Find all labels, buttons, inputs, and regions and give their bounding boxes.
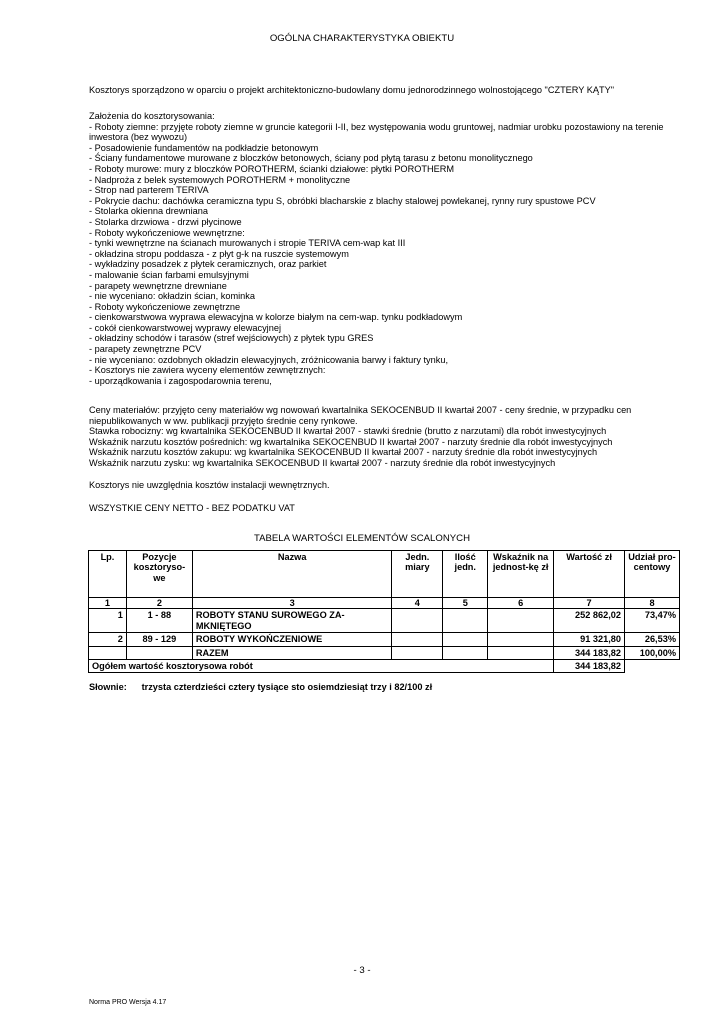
assumptions-heading: Założenia do kosztorysowania: [89,111,215,121]
column-header: Jedn. miary [392,551,443,598]
column-number-row [89,598,680,609]
pricing-line: Stawka robocizny: wg kwartalnika SEKOCENBUD II kwartał 2007 - stawki średnie (brutto z narzutami) dla robót inwestycyjnych [89,426,607,437]
list-item: - Ściany fundamentowe murowane z bloczków betonowych, ściany pod płytą tarasu z betonu monolitycznego [89,153,533,164]
list-item: - nie wyceniano: okładzin ścian, kominka [89,291,255,302]
list-item: - Roboty murowe: mury z bloczków POROTHERM, ścianki działowe: płytki POROTHERM [89,163,455,174]
row-qty [443,609,488,633]
list-item: - Roboty wykończeniowe wewnętrzne: [89,227,245,238]
grand-total-value: 344 183,82 [554,660,625,673]
list-item: - cienkowarstwowa wyprawa elewacyjna w kolorze białym na cem-wap. tynku podkładowym [89,312,463,323]
empty-cell [443,646,488,659]
column-number: 3 [192,598,392,609]
list-item: - Nadproża z belek systemowych POROTHERM + monolityczne [89,174,351,185]
page-number: - 3 - [353,965,371,976]
footer-software: Norma PRO Wersja 4.17 [89,999,167,1006]
row-unit [392,633,443,646]
row-rate [488,609,554,633]
row-unit [392,609,443,633]
assumptions-list [89,111,679,386]
list-item: - okładzina stropu poddasza - z płyt g-k na ruszcie systemowym [89,248,349,259]
column-header: Wskaźnik na jednost-kę zł [488,551,554,598]
column-header: Ilość jedn. [443,551,488,598]
grand-total-label: Ogółem wartość kosztorysowa robót [89,660,554,673]
amount-words-label: Słownie: [89,682,127,692]
list-item: - Posadowienie fundamentów na podkładzie betonowym [89,142,319,153]
list-item: - Stolarka okienna drewniana [89,206,208,217]
list-item: - uporządkowania i zagospodarownia terenu, [89,375,272,386]
table-header-row [89,551,680,598]
column-number: 6 [488,598,554,609]
row-value: 252 862,02 [554,609,625,633]
list-item: - parapety wewnętrzne drewniane [89,280,227,291]
column-number: 1 [89,598,127,609]
table-row [89,609,680,633]
row-lp: 2 [89,633,127,646]
row-share: 73,47% [625,609,680,633]
page-title: OGÓLNA CHARAKTERYSTYKA OBIEKTU [269,33,455,44]
column-number: 4 [392,598,443,609]
pricing-basis [89,405,679,469]
row-lp: 1 [89,609,127,633]
table-row [89,633,680,646]
row-positions: 89 - 129 [126,633,192,646]
list-item: - Pokrycie dachu: dachówka ceramiczna typu S, obróbki blacharskie z blachy stalowej powlekanej, rynny rury spustowe PCV [89,195,596,206]
net-prices-note: WSZYSTKIE CENY NETTO - BEZ PODATKU VAT [89,503,295,513]
total-row [89,646,680,659]
row-share: 26,53% [625,633,680,646]
total-share: 100,00% [625,646,680,659]
pricing-line: Wskaźnik narzutu zysku: wg kwartalnika SEKOCENBUD II kwartał 2007 - narzuty średnie dla robót inwestycyjnych [89,457,556,468]
amount-words-text: trzysta czterdzieści cztery tysiące sto osiemdziesiąt trzy i 82/100 zł [141,682,433,692]
list-item: - Strop nad parterem TERIVA [89,185,209,196]
empty-cell [488,646,554,659]
empty-cell [625,660,680,673]
list-item: - malowanie ścian farbami emulsyjnymi [89,269,249,280]
empty-cell [89,646,127,659]
column-number: 8 [625,598,680,609]
empty-cell [126,646,192,659]
column-header: Wartość zł [554,551,625,598]
pricing-line: Wskaźnik narzutu kosztów zakupu: wg kwartalnika SEKOCENBUD II kwartał 2007 - narzuty średnie dla robót inwestycyjnych [89,447,598,458]
grand-total-row [89,660,680,673]
list-item: - wykładziny posadzek z płytek ceramicznych, oraz parkiet [89,259,327,270]
empty-cell [392,646,443,659]
row-positions: 1 - 88 [126,609,192,633]
column-header: Udział pro-centowy [625,551,680,598]
list-item: - Stolarka drzwiowa - drzwi płycinowe [89,216,242,227]
installations-note: Kosztorys nie uwzględnia kosztów instalacji wewnętrznych. [89,480,330,490]
list-item: - cokół cienkowarstwowej wyprawy elewacyjnej [89,322,281,333]
column-header: Nazwa [192,551,392,598]
list-item: - parapety zewnętrzne PCV [89,344,202,355]
table-title: TABELA WARTOŚCI ELEMENTÓW SCALONYCH [253,533,471,544]
row-value: 91 321,80 [554,633,625,646]
row-qty [443,633,488,646]
row-name: ROBOTY WYKOŃCZENIOWE [192,633,392,646]
amount-in-words [89,682,689,693]
list-item: - okładziny schodów i tarasów (stref wejściowych) z płytek typu GRES [89,333,374,344]
column-header: Lp. [89,551,127,598]
list-item: - Roboty wykończeniowe zewnętrzne [89,301,241,312]
pricing-line: Ceny materiałów: przyjęto ceny materiałów wg nowowań kwartalnika SEKOCENBUD II kwartał 2007 - ceny średnie, w przypadku cen niepublikowanych w ww. publikacji przyjęto średnie ceny rynkowe. [89,405,632,426]
row-name: ROBOTY STANU SUROWEGO ZA-MKNIĘTEGO [192,609,392,633]
summary-table [88,550,680,673]
total-value: 344 183,82 [554,646,625,659]
column-number: 5 [443,598,488,609]
row-rate [488,633,554,646]
pricing-line: Wskaźnik narzutu kosztów pośrednich: wg kwartalnika SEKOCENBUD II kwartał 2007 - narzuty średnie dla robót inwestycyjnych [89,436,613,447]
column-number: 2 [126,598,192,609]
total-label: RAZEM [192,646,392,659]
list-item: - tynki wewnętrzne na ścianach murowanych i stropie TERIVA cem-wap kat III [89,238,406,249]
list-item: - Roboty ziemne: przyjęte roboty ziemne w gruncie kategorii I-II, bez występowania wodu gruntowej, nadmiar urobku pozostawiony na terenie inwestora (bez wywozu) [89,121,664,143]
intro-paragraph: Kosztorys sporządzono w oparciu o projekt architektoniczno-budowlany domu jednorodzinnego wolnostojącego "CZTERY KĄTY" [89,85,615,95]
column-header: Pozycje kosztoryso-we [126,551,192,598]
list-item: - Kosztorys nie zawiera wyceny elementów zewnętrznych: [89,365,326,376]
column-number: 7 [554,598,625,609]
list-item: - nie wyceniano: ozdobnych okładzin elewacyjnych, zróżnicowania barwy i faktury tynku, [89,354,448,365]
